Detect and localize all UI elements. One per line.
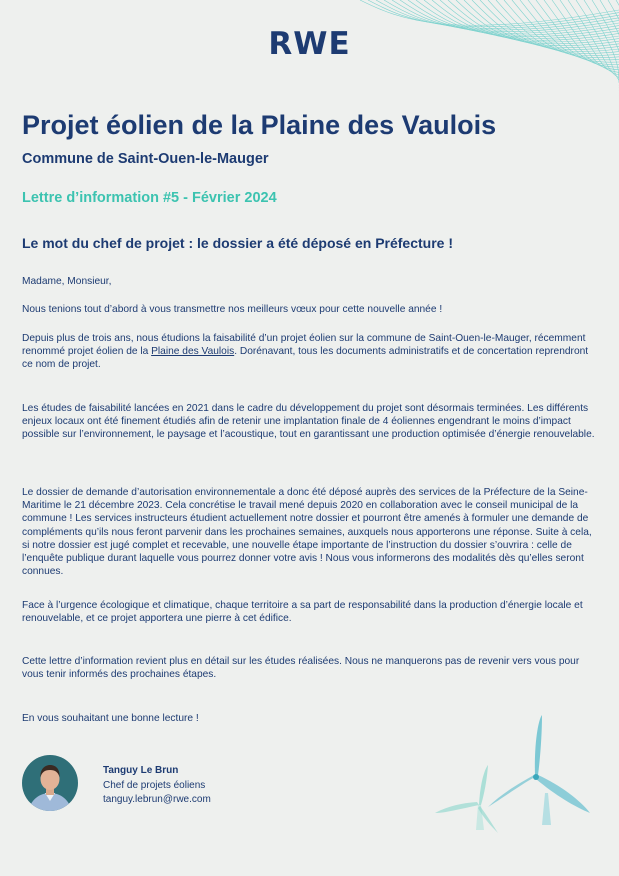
paragraph-text-end: . Dorénavant, tous les documents administratifs et de concertation reprendront ce nom de projet. xyxy=(22,346,589,371)
signature-name: Tanguy Le Brun xyxy=(103,765,179,776)
paragraph-wishes: Nous tenions tout d’abord à vous transmettre nos meilleurs vœux pour cette nouvelle année ! xyxy=(22,304,443,315)
paragraph-project-name xyxy=(22,332,597,372)
paragraph-urgency: Face à l’urgence écologique et climatique, chaque territoire a sa part de responsabilité dans la production d’énergie locale et renouvelable, et ce projet apportera une pierre à cet édifice. xyxy=(22,600,583,625)
greeting: Madame, Monsieur, xyxy=(22,276,112,287)
newsletter-label: Lettre d’information #5 - Février 2024 xyxy=(22,190,277,206)
signature-email[interactable]: tanguy.lebrun@rwe.com xyxy=(103,794,211,805)
closing-line: En vous souhaitant une bonne lecture ! xyxy=(22,713,199,724)
paragraph-text-start: Depuis plus de trois ans, nous étudions la faisabilité d’un projet éolien sur la commune de Saint-Ouen-le-Mauger, récemment renommé projet éolien de la xyxy=(22,333,586,358)
avatar xyxy=(22,755,78,811)
person-photo-icon xyxy=(22,755,78,811)
page-title: Projet éolien de la Plaine des Vaulois xyxy=(22,110,497,140)
page-subtitle: Commune de Saint-Ouen-le-Mauger xyxy=(22,151,269,167)
wind-turbine-icon xyxy=(430,705,619,876)
signature-role: Chef de projets éoliens xyxy=(103,780,206,791)
rwe-logo: RWE xyxy=(268,26,351,62)
section-heading: Le mot du chef de projet : le dossier a été déposé en Préfecture ! xyxy=(22,235,453,251)
project-name-link[interactable]: Plaine des Vaulois xyxy=(151,346,235,358)
paragraph-dossier: Le dossier de demande d’autorisation environnementale a donc été déposé auprès des services de la Préfecture de la Seine-Maritime le 21 décembre 2023. Cela concrétise le travail mené depuis 2020 en collaboration avec le conseil municipal de la commune ! Les services instructeurs étudient actuellement notre dossier et pourront être amenés à formuler une demande de compléments qu’ils nous feront parvenir dans les prochaines semaines, auxquels nous apporterons une réponse. Suite à cela, si notre dossier est jugé complet et recevable, une nouvelle étape importante de l’instruction du dossier s’ouvrira : celle de l’enquête publique durant laquelle vous pourrez donner votre avis ! Nous vous informerons des modalités dès qu’elles seront connues. xyxy=(22,487,592,578)
paragraph-studies: Les études de faisabilité lancées en 2021 dans le cadre du développement du projet sont désormais terminées. Les différents enjeux locaux ont été finement étudiés afin de retenir une implantation finale de 4 éoliennes engendrant le moins d’impact possible sur l’environnement, le paysage et l’acoustique, tout en garantissant une production optimisée d’énergie renouvelable. xyxy=(22,403,595,441)
paragraph-newsletter: Cette lettre d’information revient plus en détail sur les études réalisées. Nous ne manquerons pas de revenir vers vous pour vous tenir informés des prochaines étapes. xyxy=(22,656,580,681)
